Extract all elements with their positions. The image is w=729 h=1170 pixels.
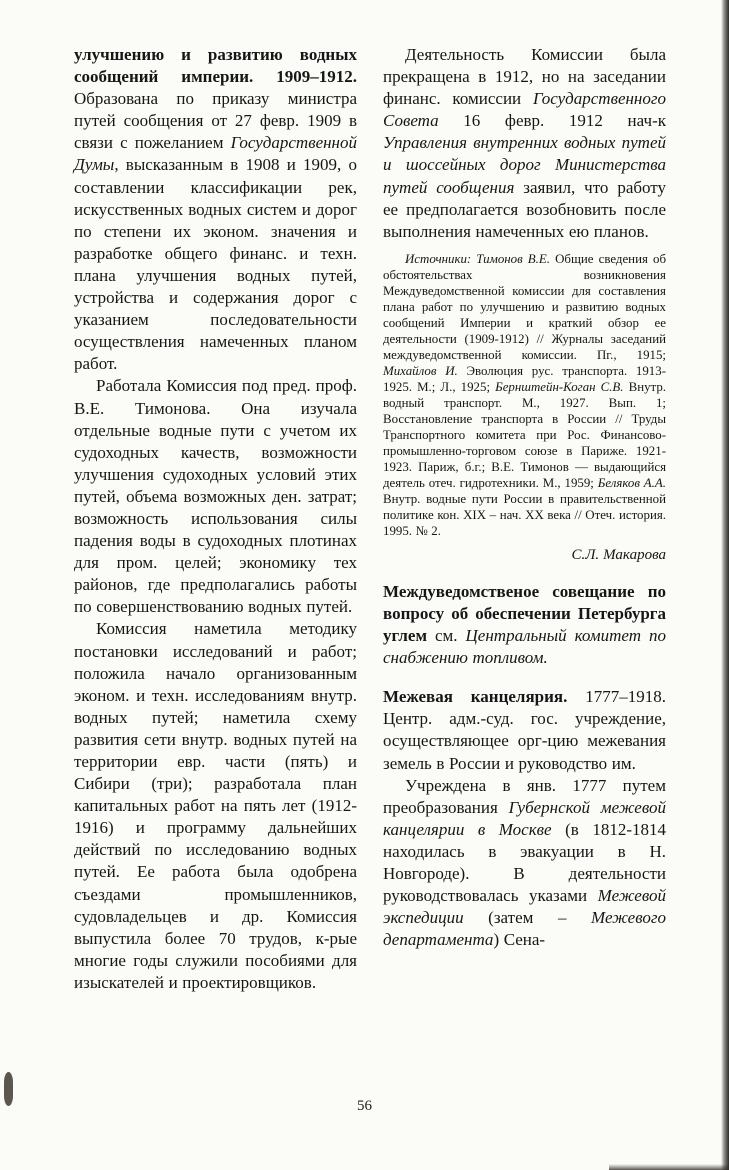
text-run: Междуведомственое совещание по вопросу об обеспечении Петербурга углем — [383, 581, 666, 646]
text-run: Комиссия наметила методику постановки исследований и работ; положила начало организованным эконом. и техн. исследованиям внутр. водных путей; наметила схему развития сети внутр. водных путей на территории евр. части (пять) и Сибири (три); разработала план капитальных работ на пять лет (1912-1916) и программу дальнейших действий по исследованию водных путей. Ее работа была одобрена съездами промышленников, судовладельцев и др. Комиссия выпустила более 70 трудов, к-рые многие годы служили пособиями для изыскателей и проектировщиков. — [74, 619, 357, 992]
text-run: Образована по приказу министра путей сообщения от 27 февр. 1909 в связи с пожеланием — [74, 89, 357, 153]
text-run: 1909–1912. — [276, 67, 357, 87]
text-run: Беляков А.А. — [597, 475, 667, 490]
scan-artifact-mark — [4, 1072, 13, 1106]
text-run: Эволюция рус. транспорта. 1913-1925. М.; Л., 1925; — [383, 363, 666, 394]
text-run: Внутр. водный транспорт. М., 1927. Вып. 1; Восстановление транспорта в России // Труды Транспортного комитета при Рос. Финансово-промышленно-торговом союзе в Париже. 1921-1923. Париж, б.г.; В.Е. Тимонов — выдающийся деятель отеч. гидротехники. М., 1959; — [383, 379, 666, 490]
text-run: Государственного Совета — [383, 89, 666, 131]
text-run: Деятельность Комиссии была прекращена в 1912, но на заседании финанс. комиссии — [383, 45, 666, 109]
text-run: Государственной Думы — [74, 133, 357, 175]
paragraph — [383, 686, 666, 774]
paragraph — [383, 44, 666, 243]
text-run: Межевого департамента — [383, 908, 666, 950]
text-run: 1777–1918. Центр. адм.-суд. гос. учреждение, осуществляющее орг-цию межевания земель в России и руководство им. — [383, 687, 666, 773]
text-run: Межевая канцелярия. — [383, 687, 568, 707]
paragraph — [74, 618, 357, 994]
text-run: Губернской межевой канцелярии в Москве — [383, 797, 666, 839]
text-run: заявил, что работу ее предполагается возобновить после выполнения намеченных ею планов. — [383, 177, 666, 241]
text-run: Бернштейн-Коган С.В. — [495, 379, 624, 394]
text-run: см. — [427, 626, 466, 646]
text-run: ) Сена- — [493, 930, 546, 950]
text-run: Внутр. водные пути России в правительственной политике кон. XIX – нач. XX века // Отеч. история. 1995. № 2. — [383, 491, 666, 538]
text-run: (в 1812-1814 находилась в эвакуации в Н. Новгороде). В деятельности руководствовалась указами — [383, 819, 666, 906]
text-columns — [74, 44, 666, 994]
text-run: 16 февр. 1912 нач-к — [438, 111, 666, 131]
text-run: Центральный комитет по снабжению топливом. — [383, 626, 666, 668]
text-run: Работала Комиссия под пред. проф. В.Е. Тимонова. Она изучала отдельные водные пути с учетом их судоходных качеств, возможности улучшения судоходных условий этих путей, объема возможных ден. затрат; возможность использования силы падения воды в судоходных плотинах для пром. целей; экономику тех районов, где предполагались работы по совершенствованию водных путей. — [74, 376, 357, 617]
text-run: , высказанным в 1908 и 1909, о составлении классификации рек, искусственных водных систем и дорог по степени их эконом. значения и разработке общего финанс. и техн. плана улучшения водных путей, устройства и содержания дорог с указанием последовательности осуществления намеченных планом работ. — [74, 155, 357, 374]
text-run: Учреждена в янв. 1777 путем преобразования — [383, 775, 666, 817]
paragraph — [383, 546, 666, 564]
text-run: Управления внутренних водных путей и шоссейных дорог Министерства путей сообщения — [383, 133, 666, 197]
text-run: улучшению и развитию водных сообщений империи. — [74, 45, 357, 87]
paragraph — [74, 44, 357, 375]
left-column — [74, 44, 357, 994]
text-run: Межевой экспедиции — [383, 886, 666, 928]
scan-edge-bottom — [609, 1164, 729, 1170]
text-run: Источники: Тимонов В.Е. — [405, 251, 551, 266]
text-run: Общие сведения об обстоятельствах возникновения Междуведомственной комиссии для составления плана работ по улучшению и развитию водных сообщений Империи и краткий обзор ее деятельности (1909-1912) // Журналы заседаний междуведомственной комиссии. Пг., 1915; — [383, 251, 667, 362]
text-run: Михайлов И. — [383, 363, 458, 378]
text-run: С.Л. Макарова — [571, 546, 666, 563]
text-run: (затем – — [463, 908, 592, 928]
paragraph — [383, 775, 666, 952]
right-column — [383, 44, 666, 994]
page-number: 56 — [357, 1098, 372, 1114]
paragraph — [74, 375, 357, 618]
paragraph — [383, 251, 666, 539]
scan-edge-right — [721, 0, 729, 1170]
paragraph — [383, 581, 666, 669]
